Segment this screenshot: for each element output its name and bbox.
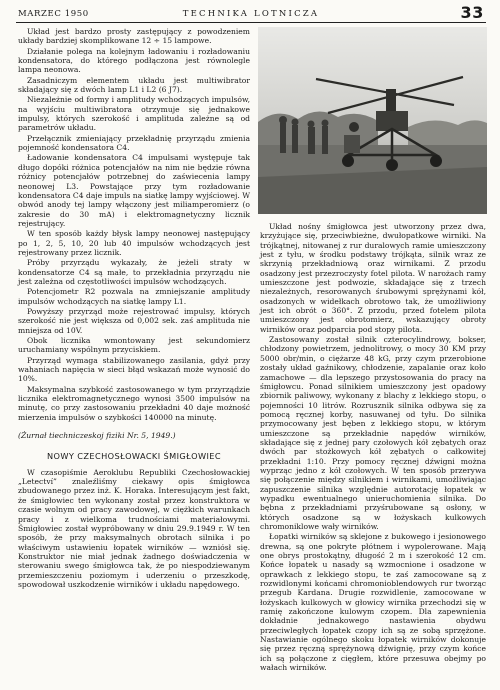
- paragraph: Obok licznika wmontowany jest sekundomierz uruchamiany wspólnym przyciskiem.: [18, 336, 250, 355]
- paragraph: Przełącznik zmieniający przekładnię przyrządu zmienia pojemność kondensatora C4.: [18, 133, 250, 153]
- paragraph: Zasadniczym elementem układu jest multiwibrator składający się z dwóch lamp L1 i L2 (6 J7).: [18, 75, 250, 95]
- paragraph: Działanie polega na kolejnym ładowaniu i rozładowaniu kondensatora, do którego podłączona jest równolegle lampa neonowa.: [18, 46, 250, 75]
- paragraph: Łopatki wirników są sklejone z bukowego i jesionowego drewna, są one pokryte płótnem i wypolerowane. Mają one obrys prostokątny, długość 2 m i szerokość 12 cm. Końce łopatek u nasady są wzmocnione i osadzone w oprawkach z lekkiego stopu, te zaś zamocowane są z rozwidlonymi końcami chromonioblendowych rur tworząc przegub Kardana. Drugie rozwidlenie, zamocowane w łożyskach kulkowych w głowicy wirnika przechodzi się w ramię zakończone kulowym czopem. Dla zapewnienia dokładnie jednakowego nastawienia obydwu przeciwległych łopatek czopy ich są ze sobą sprzężone. Nastawianie ogólnego skoku łopatek wirników dokonuje się przez ręczną sprężynową dźwignię, przy czym końce ich są połączone z cięgłem, które przesuwa obejmy po wałach wirników.: [260, 532, 486, 673]
- left-column: [18, 27, 250, 589]
- paragraph: W czasopiśmie Aeroklubu Republiki Czechosłowackiej „Letectví” znaleźliśmy ciekawy opis śmigłowca zbudowanego przez inż. K. Horaka. Interesującym jest fakt, że śmigłowiec ten wykonany został przez konstruktora w czasie wolnym od pracy zawodowej, w ciężkich warunkach pracy i z wielkoma trudnościami materiałowymi. Śmigłowiec został wypróbowany w dniu 29.9.1949 r. W ten sposób, że przy maksymalnych obrotach silnika i po właściwym ustawieniu łopatek wirników — wzniósł się. Konstruktor nie miał jednak żadnego doświadczenia w sterowaniu swego śmigłowca tak, że po niespodziewanym przemieszczeniu poziomym i uderzeniu o przeszkodę, spowodował uszkodzenie wirników i układu napędowego.: [18, 467, 250, 589]
- paragraph: Układ nośny śmigłowca jest utworzony przez dwa, krzyżujące się, przeciwbieżne, dwułopatkowe wirniki. Na trójkątnej, nitowanej z rur duralowych ramie umieszczony jest z tyłu, w środku podstawy trójkąta, silnik wraz ze skrzynią przekładniową oraz wirnikami. Z przodu osadzony jest przezroczysty fotel pilota. W narożach ramy umieszczone jest podwozie, składające się z trzech niezależnych, resorowanych śrubowymi sprężynami kół, osadzonych w widełkach obrotowo tak, że umożliwiony jest ich obrót o 360°. Z przodu, przed fotelem pilota umieszczony jest obrotomierz, wskazujący obroty wirników oraz podparcia pod stopy pilota.: [260, 222, 486, 334]
- paragraph: Zastosowany został silnik czterocylindrowy, bokser, chłodzony powietrzem, jednolitrowy, o mocy 30 KM przy 5000 obr/min, o ciężarze 48 kG, przy czym przerobione zostały układ gaźnikowy, chłodzenie, zapalanie oraz koło zamachowe — dla lepszego przystosowania do pracy na śmigłowcu. Ponad silnikiem umieszczony jest opadowy zbiornik paliwowy, wykonany z blachy z lekkiego stopu, o pojemności 10 litrów. Rozrusznik silnika odbywa się za pomocą ręcznej korby, nasuwanej od tyłu. Do silnika przymocowany jest bęben z lekkiego stopu, w którym umieszczone są przekładnie napędów wirników, składające się z jednej pary czołowych kół zębatych oraz dwóch par stożkowych kół zębatych o całkowitej przekładni 1:10. Przy pomocy ręcznej dźwigni można wyprząc jedno z kół czołowych. W ten sposób przerywa się połączenie między silnikiem i wirnikami, umożliwiając zapuszczenie silnika względnie autorotację łopatek w wypadku ewentualnego unieruchomienia silnika. Do bębna z przekładniami przyśrubowane są osłony, w których osadzone są w łożyskach kulkowych chromoniklowe wały wirników.: [260, 335, 486, 531]
- page-header: [18, 3, 484, 22]
- section-heading: NOWY CZECHOSŁOWACKI ŚMIGŁOWIEC: [46, 451, 221, 462]
- right-column: [260, 222, 486, 673]
- paragraph: Niezależnie od formy i amplitudy wchodzących impulsów, na wyjściu multiwibratora otrzymuje się jednakowe impulsy, których szerokość i amplituda zależne są od parametrów układu.: [18, 95, 250, 133]
- paragraph: Maksymalna szybkość zastosowanego w tym przyrządzie licznika elektromagnetycznego wynosi 3500 impulsów na minutę, co przy zastosowaniu przekładni 40 daje możność mierzenia impulsów o szybkości 140000 na minutę.: [18, 384, 250, 422]
- paragraph: Ładowanie kondensatora C4 impulsami występuje tak długo dopóki różnica potencjałów na nim nie będzie równa różnicy potencjałów potrzebnej do zaświecenia lampy neonowej L3. Powstające przy tym rozładowanie kondensatora C4 daje impuls na siatkę lampy wyjściowej. W obwód anody tej lampy włączony jest miliamperomierz (o zakresie do 30 mA) i elektromagnetyczny licznik rejestrujący.: [18, 153, 250, 228]
- helicopter-photo-icon: [258, 27, 487, 214]
- issue-date: MARZEC 1950: [18, 9, 89, 19]
- paragraph: Układ jest bardzo prosty zastępujący z powodzeniem układy bardziej skomplikowane 12 ÷ 15 lampowe.: [18, 27, 250, 46]
- paragraph: Powyższy przyrząd może rejestrować impulsy, których szerokość nie jest większa od 0,002 sek. zaś amplituda nie mniejsza od 10V.: [18, 306, 250, 335]
- paragraph: Próby przyrządu wykazały, że jeżeli straty w kondensatorze C4 są małe, to przekładnia przyrządu nie jest zależna od częstotliwości impulsów wchodzących.: [18, 258, 250, 286]
- journal-title: TECHNIKA LOTNICZA: [182, 9, 320, 19]
- header-rule: [16, 22, 486, 23]
- source-citation: (Żurnał tiechniczeskoj fiziki Nr. 5, 1949.): [18, 431, 176, 441]
- paragraph: Przyrząd wymaga stabilizowanego zasilania, gdyż przy wahaniach napięcia w sieci błąd wskazań może wynosić do 10%.: [18, 355, 250, 384]
- paragraph: W ten sposób każdy błysk lampy neonowej następujący po 1, 2, 5, 10, 20 lub 40 impulsów wchodzących jest rejestrowany przez licznik.: [18, 229, 250, 257]
- paragraph: Potencjometr R2 pozwala na zmniejszanie amplitudy impulsów wchodzących na siatkę lampy L1.: [18, 287, 250, 306]
- page-number: 33: [460, 3, 484, 22]
- helicopter-photo: [258, 27, 487, 214]
